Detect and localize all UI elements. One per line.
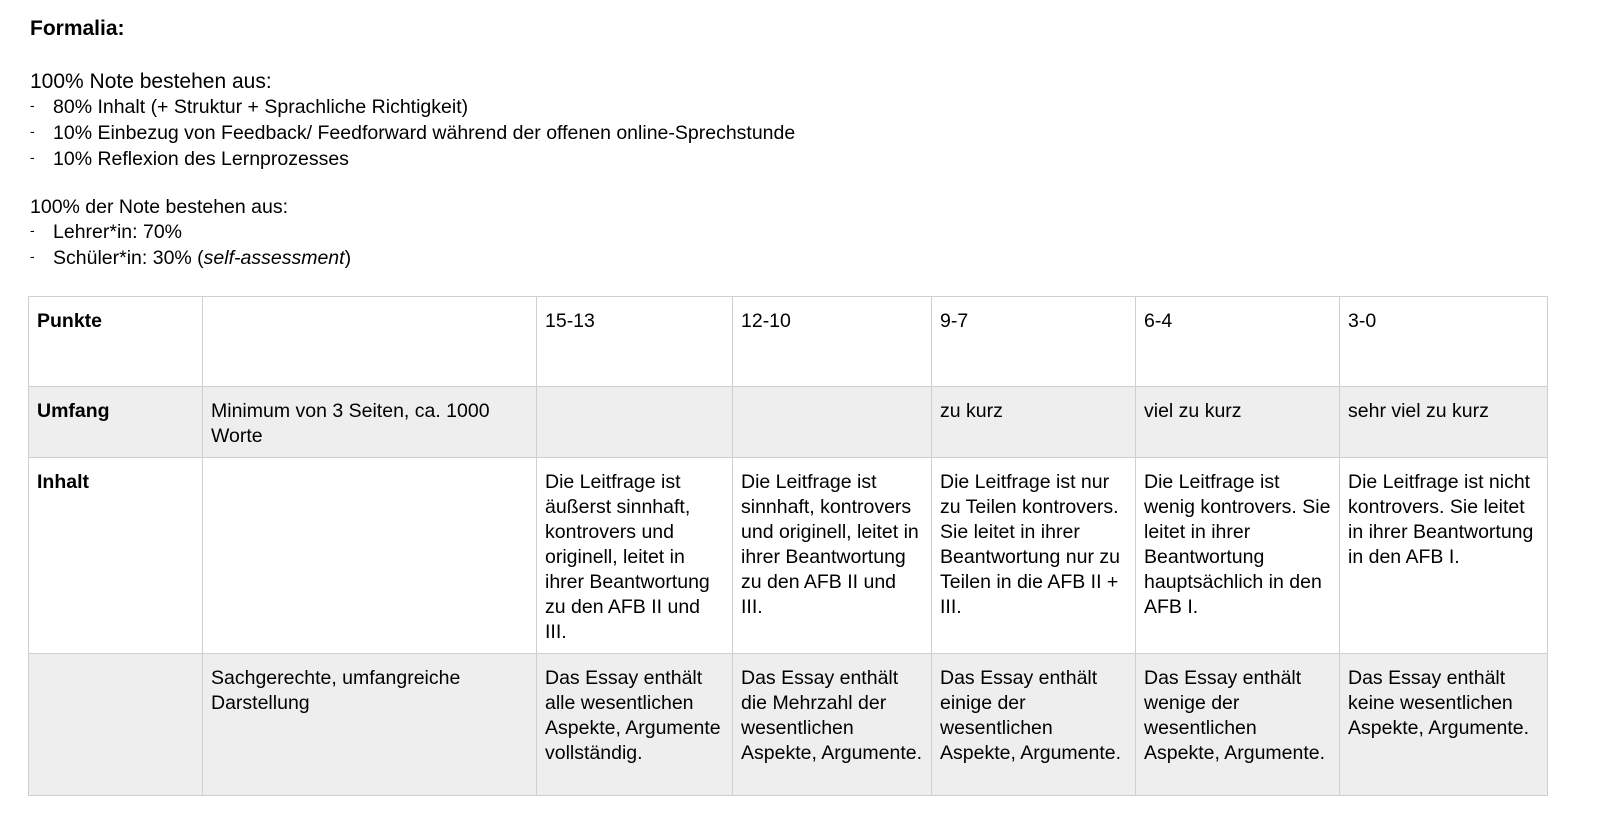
criterion-cell bbox=[203, 458, 537, 654]
list-item-text bbox=[53, 246, 351, 271]
table-cell: Die Leitfrage ist wenig kontrovers. Sie leitet in ihrer Beantwortung hauptsächlich in den AFB I. bbox=[1136, 458, 1340, 654]
section-heading: Formalia: bbox=[30, 17, 125, 40]
table-cell: Das Essay enthält wenige der wesentlichen Aspekte, Argumente. bbox=[1136, 654, 1340, 796]
grade-weighting-block bbox=[30, 195, 351, 272]
table-cell: Die Leitfrage ist nicht kontrovers. Sie leitet in ihrer Beantwortung in den AFB I. bbox=[1340, 458, 1548, 654]
list-item-suffix: ) bbox=[344, 247, 352, 269]
table-cell: Die Leitfrage ist äußerst sinnhaft, kontrovers und originell, leitet in ihrer Beantwortung zu den AFB II und III. bbox=[537, 458, 733, 654]
table-cell: Das Essay enthält keine wesentlichen Aspekte, Argumente. bbox=[1340, 654, 1548, 796]
grading-rubric-table bbox=[28, 296, 1548, 796]
list-item bbox=[30, 220, 351, 246]
bullet-dash: - bbox=[30, 222, 35, 238]
bullet-dash: - bbox=[30, 248, 35, 264]
list-item bbox=[30, 121, 795, 147]
grade-weighting-title: 100% der Note bestehen aus: bbox=[30, 196, 289, 218]
list-item bbox=[30, 95, 795, 121]
table-cell: Die Leitfrage ist sinnhaft, kontrovers und originell, leitet in ihrer Beantwortung zu den AFB II und III. bbox=[733, 458, 932, 654]
list-item-text: 10% Einbezug von Feedback/ Feedforward während der offenen online-Sprechstunde bbox=[53, 122, 796, 144]
header-cell-punkte: Punkte bbox=[29, 297, 203, 387]
table-cell: viel zu kurz bbox=[1136, 387, 1340, 458]
row-label-umfang: Umfang bbox=[29, 387, 203, 458]
header-cell-range: 9-7 bbox=[932, 297, 1136, 387]
table-cell: zu kurz bbox=[932, 387, 1136, 458]
header-cell-range: 6-4 bbox=[1136, 297, 1340, 387]
list-item bbox=[30, 147, 795, 173]
table-cell: Das Essay enthält alle wesentlichen Aspekte, Argumente vollständig. bbox=[537, 654, 733, 796]
table-row bbox=[29, 458, 1548, 654]
list-item-prefix: Schüler*in: 30% ( bbox=[53, 247, 204, 269]
table-header-row bbox=[29, 297, 1548, 387]
grade-composition-title: 100% Note bestehen aus: bbox=[30, 70, 272, 93]
list-item bbox=[30, 246, 351, 272]
table-cell: sehr viel zu kurz bbox=[1340, 387, 1548, 458]
list-item-text: 80% Inhalt (+ Struktur + Sprachliche Richtigkeit) bbox=[53, 96, 469, 118]
table-cell: Die Leitfrage ist nur zu Teilen kontrovers. Sie leitet in ihrer Beantwortung nur zu Teilen in die AFB II + III. bbox=[932, 458, 1136, 654]
table-cell: Das Essay enthält die Mehrzahl der wesentlichen Aspekte, Argumente. bbox=[733, 654, 932, 796]
header-cell-range: 3-0 bbox=[1340, 297, 1548, 387]
table-cell: Das Essay enthält einige der wesentlichen Aspekte, Argumente. bbox=[932, 654, 1136, 796]
header-cell-range: 12-10 bbox=[733, 297, 932, 387]
row-label-empty bbox=[29, 654, 203, 796]
self-assessment-term: self-assessment bbox=[203, 247, 345, 269]
bullet-dash: - bbox=[30, 123, 35, 139]
bullet-dash: - bbox=[30, 149, 35, 165]
table-row bbox=[29, 387, 1548, 458]
header-cell-range: 15-13 bbox=[537, 297, 733, 387]
table-cell bbox=[733, 387, 932, 458]
criterion-cell: Minimum von 3 Seiten, ca. 1000 Worte bbox=[203, 387, 537, 458]
header-cell-criterion bbox=[203, 297, 537, 387]
list-item-text: 10% Reflexion des Lernprozesses bbox=[53, 148, 349, 170]
table-cell bbox=[537, 387, 733, 458]
bullet-dash: - bbox=[30, 97, 35, 113]
grade-composition-block bbox=[30, 68, 795, 173]
criterion-cell: Sachgerechte, umfangreiche Darstellung bbox=[203, 654, 537, 796]
table-row bbox=[29, 654, 1548, 796]
list-item-text: Lehrer*in: 70% bbox=[53, 221, 182, 243]
row-label-inhalt: Inhalt bbox=[29, 458, 203, 654]
